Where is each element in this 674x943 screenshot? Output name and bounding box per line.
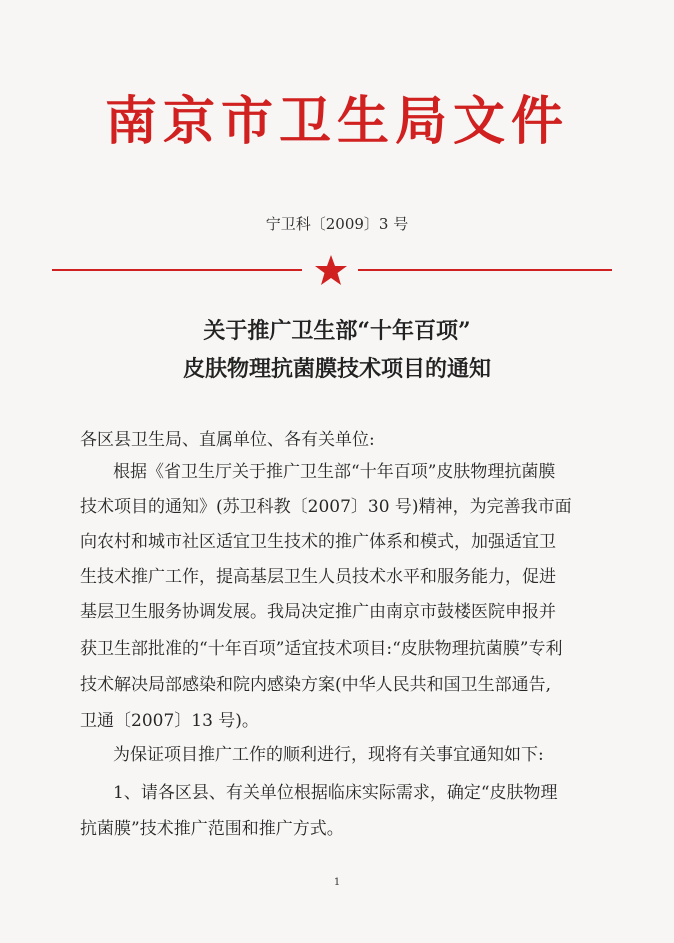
red-star-icon [314, 254, 348, 286]
item-1-line-1: 1、请各区县、有关单位根据临床实际需求，确定“皮肤物理 [113, 783, 558, 803]
red-rule-right [358, 269, 612, 271]
page-number: 1 [333, 877, 341, 888]
paragraph-1-line-1: 根据《省卫生厅关于推广卫生部“十年百项”皮肤物理抗菌膜 [113, 462, 556, 482]
document-header-title: 南京市卫生局文件 [104, 92, 569, 152]
item-1-line-2: 抗菌膜”技术推广范围和推广方式。 [80, 819, 344, 839]
paragraph-1-line-6: 获卫生部批准的“十年百项”适宜技术项目:“皮肤物理抗菌膜”专利 [80, 639, 563, 659]
document-number: 宁卫科〔2009〕3 号 [265, 215, 409, 233]
paragraph-1-line-3: 向农村和城市社区适宜卫生技术的推广体系和模式，加强适宜卫 [80, 532, 556, 552]
subject-title-line-2: 皮肤物理抗菌膜技术项目的通知 [182, 356, 491, 382]
subject-title-line-1: 关于推广卫生部“十年百项” [203, 318, 471, 344]
paragraph-1-line-7: 技术解决局部感染和院内感染方案(中华人民共和国卫生部通告, [80, 675, 552, 695]
red-rule-left [52, 269, 302, 271]
paragraph-1-line-8: 卫通〔2007〕13 号)。 [80, 711, 259, 731]
paragraph-2: 为保证项目推广工作的顺利进行，现将有关事宜通知如下: [113, 745, 544, 765]
paragraph-1-line-2: 技术项目的通知》(苏卫科教〔2007〕30 号)精神，为完善我市面 [80, 497, 572, 517]
paragraph-1-line-5: 基层卫生服务协调发展。我局决定推广由南京市鼓楼医院申报并 [80, 602, 556, 622]
paragraph-1-line-4: 生技术推广工作，提高基层卫生人员技术水平和服务能力，促进 [80, 567, 556, 587]
addressee-line: 各区县卫生局、直属单位、各有关单位: [80, 430, 375, 450]
